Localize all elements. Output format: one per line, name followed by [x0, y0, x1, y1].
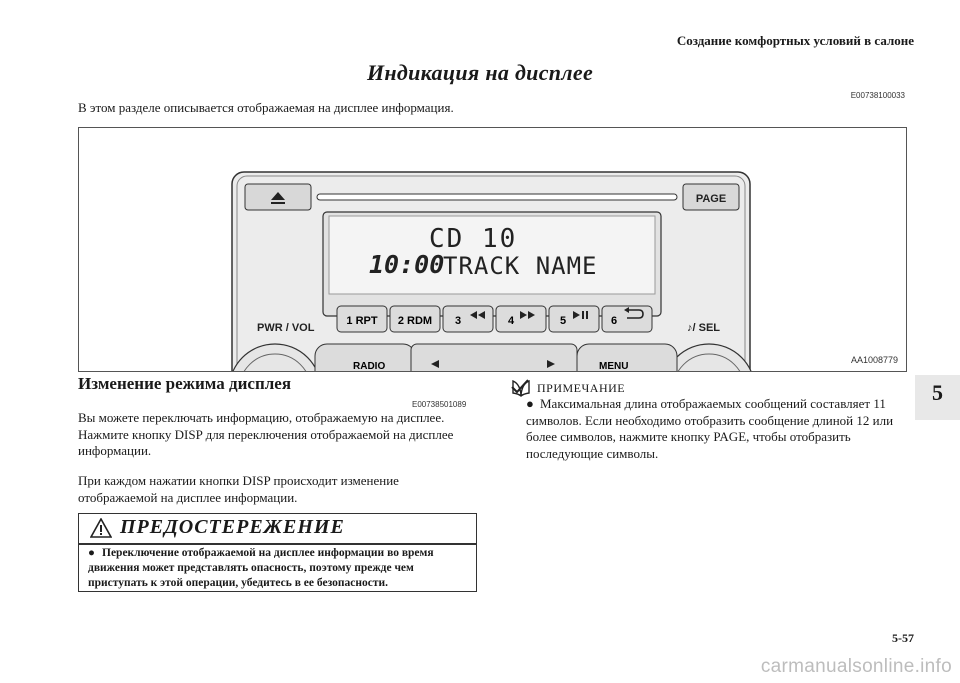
- preset-1-label: 1 RPT: [346, 315, 378, 327]
- lcd-track: TRACK NAME: [443, 252, 598, 280]
- watermark: carmanualsonline.info: [760, 656, 952, 677]
- warning-divider: [78, 543, 477, 545]
- preset-5-label: 5: [560, 315, 567, 327]
- warning-icon: [90, 518, 112, 543]
- subsection-code: E00738501089: [412, 400, 467, 409]
- preset-3-label: 3: [455, 315, 462, 327]
- radio-label: RADIO: [353, 361, 386, 371]
- sel-label: ♪/ SEL: [687, 322, 721, 334]
- subsection-title: Изменение режима дисплея: [78, 374, 292, 393]
- bullet-icon: ●: [526, 396, 534, 411]
- subsection-paragraph-2: При каждом нажатии кнопки DISP происходит изменение отображаемой на дисплее информации.: [78, 473, 399, 505]
- subsection-paragraph-1: Вы можете переключать информацию, отображаемую на дисплее. Нажмите кнопку DISP для переключения отображаемой на дисплее информации.: [78, 410, 454, 458]
- lcd-time: 10:00: [369, 250, 445, 279]
- preset-6-label: 6: [611, 315, 618, 327]
- section-title: Индикация на дисплее: [366, 60, 594, 85]
- chapter-header: Создание комфортных условий в салоне: [676, 33, 914, 48]
- warning-body: Переключение отображаемой на дисплее информации во время движения может представлять опасность, поэтому прежде чем приступать к этой операции, убедитесь в ее безопасности.: [88, 547, 434, 589]
- warning-title: ПРЕДОСТЕРЕЖЕНИЕ: [120, 516, 345, 538]
- preset-4-label: 4: [508, 315, 515, 327]
- note-body: Максимальная длина отображаемых сообщений составляет 11 символов. Если необходимо отобразить сообщение длиной 12 или более символов, нажмите кнопку PAGE, чтобы отобразить последующие символы.: [526, 396, 894, 461]
- radio-illustration: [78, 127, 907, 372]
- intro-text: В этом разделе описывается отображаемая на дисплее информация.: [78, 100, 454, 115]
- page-number: 5-57: [892, 631, 914, 645]
- figure-code: AA1008779: [850, 355, 898, 365]
- note-text: [526, 396, 906, 462]
- page-button-label: PAGE: [695, 193, 727, 205]
- preset-2-label: 2 RDM: [397, 315, 433, 327]
- warning-text: [88, 546, 468, 591]
- chapter-number: 5: [932, 380, 943, 405]
- menu-label: MENU: [599, 361, 629, 371]
- note-title: ПРИМЕЧАНИЕ: [537, 381, 626, 395]
- radio-drawing: [79, 128, 906, 371]
- section-code: E00738100033: [850, 91, 905, 100]
- lcd-line1: CD 10: [429, 224, 518, 254]
- pwr-vol-label: PWR / VOL: [257, 322, 315, 334]
- bullet-icon: ●: [88, 547, 95, 559]
